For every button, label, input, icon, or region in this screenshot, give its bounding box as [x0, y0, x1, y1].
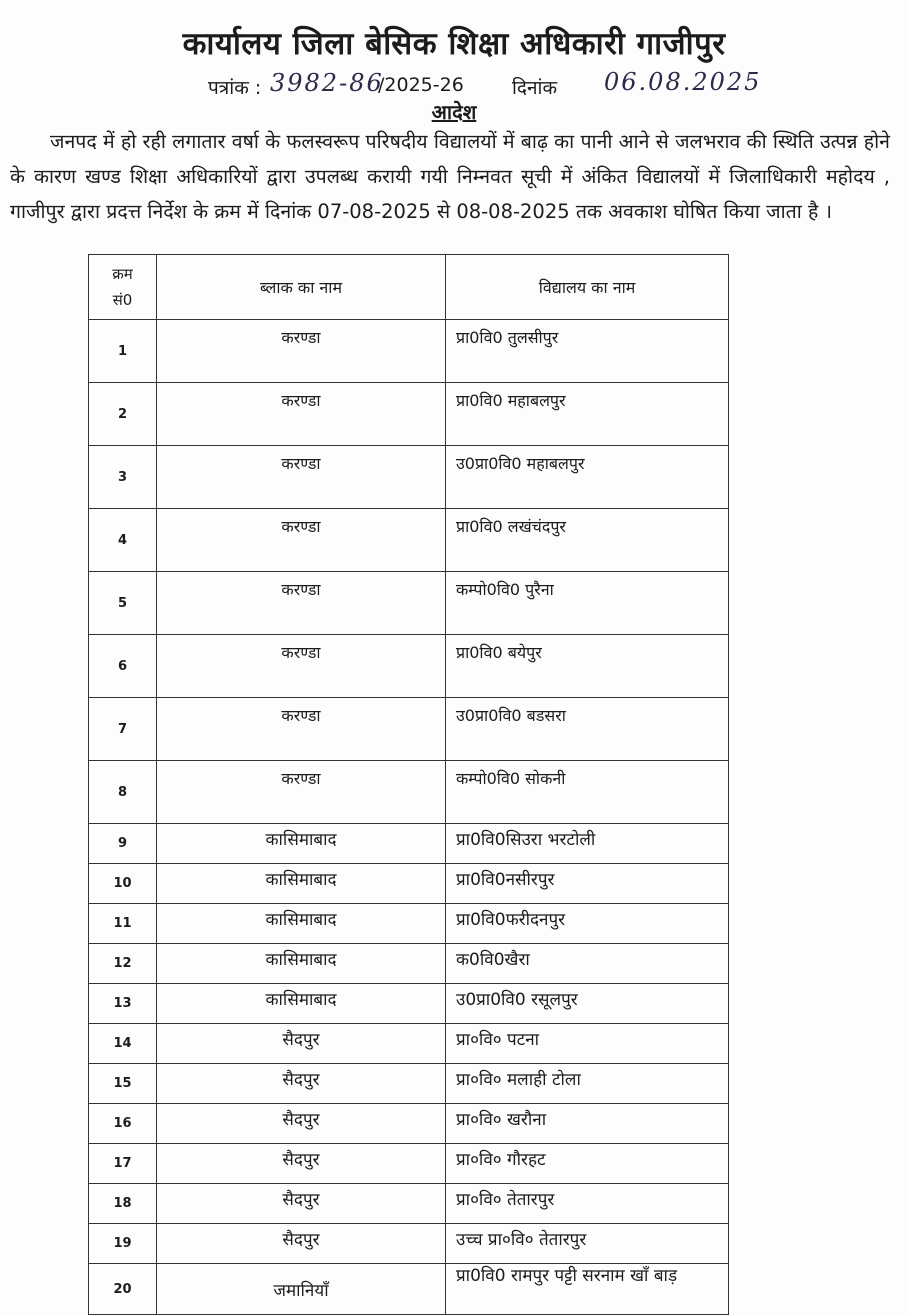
block-cell: कासिमाबाद	[157, 904, 446, 944]
block-cell: करण्डा	[157, 761, 446, 824]
serial-cell: 5	[89, 572, 157, 635]
serial-cell: 18	[89, 1184, 157, 1224]
serial-cell: 20	[89, 1264, 157, 1315]
serial-cell: 14	[89, 1024, 157, 1064]
serial-cell: 17	[89, 1144, 157, 1184]
block-cell: सैदपुर	[157, 1184, 446, 1224]
table-header-row	[89, 255, 729, 320]
order-heading: आदेश	[431, 100, 477, 124]
school-cell: प्रा0वि0 रामपुर पट्टी सरनाम खाँ बाड़	[446, 1264, 729, 1315]
block-cell: करण्डा	[157, 572, 446, 635]
ref-label: पत्रांक :	[208, 77, 262, 99]
school-cell: क0वि0खैरा	[446, 944, 729, 984]
serial-header: क्रम सं0	[89, 255, 157, 320]
table-row	[89, 1224, 729, 1264]
school-cell: प्रा0वि0 लखंचंदपुर	[446, 509, 729, 572]
serial-cell: 1	[89, 320, 157, 383]
serial-cell: 10	[89, 864, 157, 904]
school-cell: उ0प्रा0वि0 महाबलपुर	[446, 446, 729, 509]
serial-cell: 6	[89, 635, 157, 698]
school-cell: प्रा०वि० मलाही टोला	[446, 1064, 729, 1104]
schools-table	[88, 254, 729, 1315]
date-label: दिनांक	[512, 77, 558, 99]
school-cell: प्रा0वि0नसीरपुर	[446, 864, 729, 904]
table-row	[89, 383, 729, 446]
block-header: ब्लाक का नाम	[157, 255, 446, 320]
serial-cell: 9	[89, 824, 157, 864]
block-cell: जमानियाँ	[157, 1264, 446, 1315]
serial-cell: 7	[89, 698, 157, 761]
serial-cell: 15	[89, 1064, 157, 1104]
table-row	[89, 1184, 729, 1224]
table-row	[89, 572, 729, 635]
ref-number-handwritten: 3982-86	[270, 69, 384, 97]
table-row	[89, 509, 729, 572]
table-row	[89, 635, 729, 698]
table-row	[89, 864, 729, 904]
block-cell: करण्डा	[157, 698, 446, 761]
date-handwritten: 06.08.2025	[604, 68, 762, 96]
block-cell: सैदपुर	[157, 1024, 446, 1064]
table-row	[89, 904, 729, 944]
school-cell: कम्पो0वि0 सोकनी	[446, 761, 729, 824]
school-cell: उ0प्रा0वि0 बडसरा	[446, 698, 729, 761]
table-row	[89, 446, 729, 509]
serial-cell: 12	[89, 944, 157, 984]
school-cell: प्रा०वि० खरौना	[446, 1104, 729, 1144]
serial-cell: 19	[89, 1224, 157, 1264]
serial-cell: 13	[89, 984, 157, 1024]
school-cell: प्रा0वि0फरीदनपुर	[446, 904, 729, 944]
table-row	[89, 1144, 729, 1184]
block-cell: करण्डा	[157, 383, 446, 446]
serial-cell: 8	[89, 761, 157, 824]
block-cell: कासिमाबाद	[157, 944, 446, 984]
serial-cell: 11	[89, 904, 157, 944]
table-row	[89, 824, 729, 864]
block-cell: करण्डा	[157, 635, 446, 698]
block-cell: सैदपुर	[157, 1104, 446, 1144]
serial-cell: 4	[89, 509, 157, 572]
table-row	[89, 1024, 729, 1064]
block-cell: करण्डा	[157, 446, 446, 509]
block-cell: कासिमाबाद	[157, 864, 446, 904]
reference-line	[0, 68, 908, 102]
serial-cell: 2	[89, 383, 157, 446]
school-cell: कम्पो0वि0 पुरैना	[446, 572, 729, 635]
school-cell: प्रा0वि0 तुलसीपुर	[446, 320, 729, 383]
block-cell: सैदपुर	[157, 1064, 446, 1104]
block-cell: सैदपुर	[157, 1224, 446, 1264]
table-row	[89, 1264, 729, 1315]
school-cell: प्रा0वि0सिउरा भरटोली	[446, 824, 729, 864]
block-cell: करण्डा	[157, 320, 446, 383]
school-cell: प्रा0वि0 महाबलपुर	[446, 383, 729, 446]
serial-cell: 3	[89, 446, 157, 509]
school-cell: उच्च प्रा०वि० तेतारपुर	[446, 1224, 729, 1264]
table-row	[89, 320, 729, 383]
block-cell: सैदपुर	[157, 1144, 446, 1184]
order-body-text: जनपद में हो रही लगातार वर्षा के फलस्वरूप परिषदीय विद्यालयों में बाढ़ का पानी आने से जलभराव की स्थिति उत्पन्न होने के कारण खण्ड शिक्षा अधिकारियों द्वारा उपलब्ध करायी गयी निम्नवत सूची में अंकित विद्यालयों में जिलाधिकारी महोदय , गाजीपुर द्वारा प्रदत्त निर्देश के क्रम में दिनांक 07-08-2025 से 08-08-2025 तक अवकाश घोषित किया जाता है ।	[10, 130, 890, 223]
school-cell: प्रा0वि0 बयेपुर	[446, 635, 729, 698]
school-cell: प्रा०वि० तेतारपुर	[446, 1184, 729, 1224]
table-row	[89, 984, 729, 1024]
table-row	[89, 944, 729, 984]
school-cell: उ0प्रा0वि0 रसूलपुर	[446, 984, 729, 1024]
serial-cell: 16	[89, 1104, 157, 1144]
block-cell: कासिमाबाद	[157, 984, 446, 1024]
school-cell: प्रा०वि० पटना	[446, 1024, 729, 1064]
table-row	[89, 761, 729, 824]
block-cell: कासिमाबाद	[157, 824, 446, 864]
ref-year: /2025-26	[378, 74, 464, 96]
school-cell: प्रा०वि० गौरहट	[446, 1144, 729, 1184]
table-row	[89, 1064, 729, 1104]
office-title: कार्यालय जिला बेसिक शिक्षा अधिकारी गाजीपुर	[182, 26, 726, 62]
table-row	[89, 698, 729, 761]
block-cell: करण्डा	[157, 509, 446, 572]
table-row	[89, 1104, 729, 1144]
school-header: विद्यालय का नाम	[446, 255, 729, 320]
